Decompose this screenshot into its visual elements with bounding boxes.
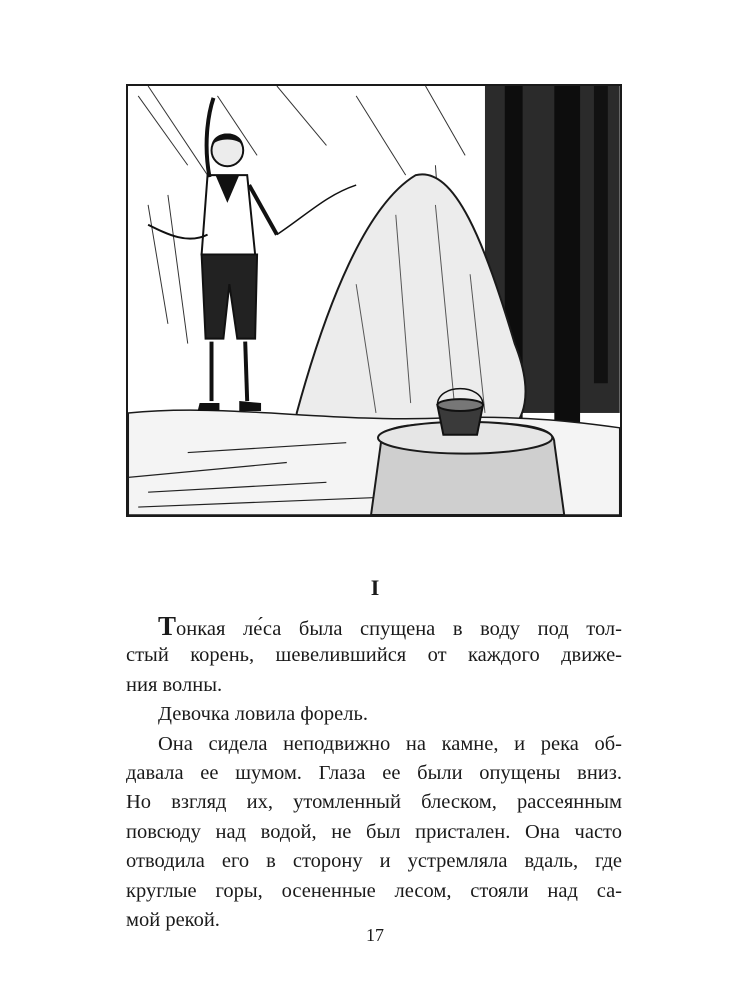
text-line: мой рекой. [126,908,220,931]
text-line: ния волны. [126,673,223,696]
text-line: давала ее шумом. Глаза ее были опущены вниз. [126,761,622,784]
forest-illustration [126,84,622,517]
text-line: стый корень, шевелившийся от каждого движе- [126,644,622,667]
text-line: отводила его в сторону и устремляла вдаль, где [126,850,622,873]
text-line: Девочка ловила форель. [158,703,368,726]
page-number: 17 [366,925,384,945]
chapter-heading: I [370,575,380,600]
text-line: Тонкая ле́са была спущена в воду под тол- [158,611,622,641]
body-text [126,612,622,935]
drop-cap: Т [158,611,177,641]
text-line: круглые горы, осененные лесом, стояли над са- [126,879,622,902]
text-line: Но взгляд их, утомленный блеском, рассеянным [126,791,622,814]
text-line: повсюду над водой, не был пристален. Она часто [126,820,622,843]
text-line: Она сидела неподвижно на камне, и река об- [158,732,622,755]
